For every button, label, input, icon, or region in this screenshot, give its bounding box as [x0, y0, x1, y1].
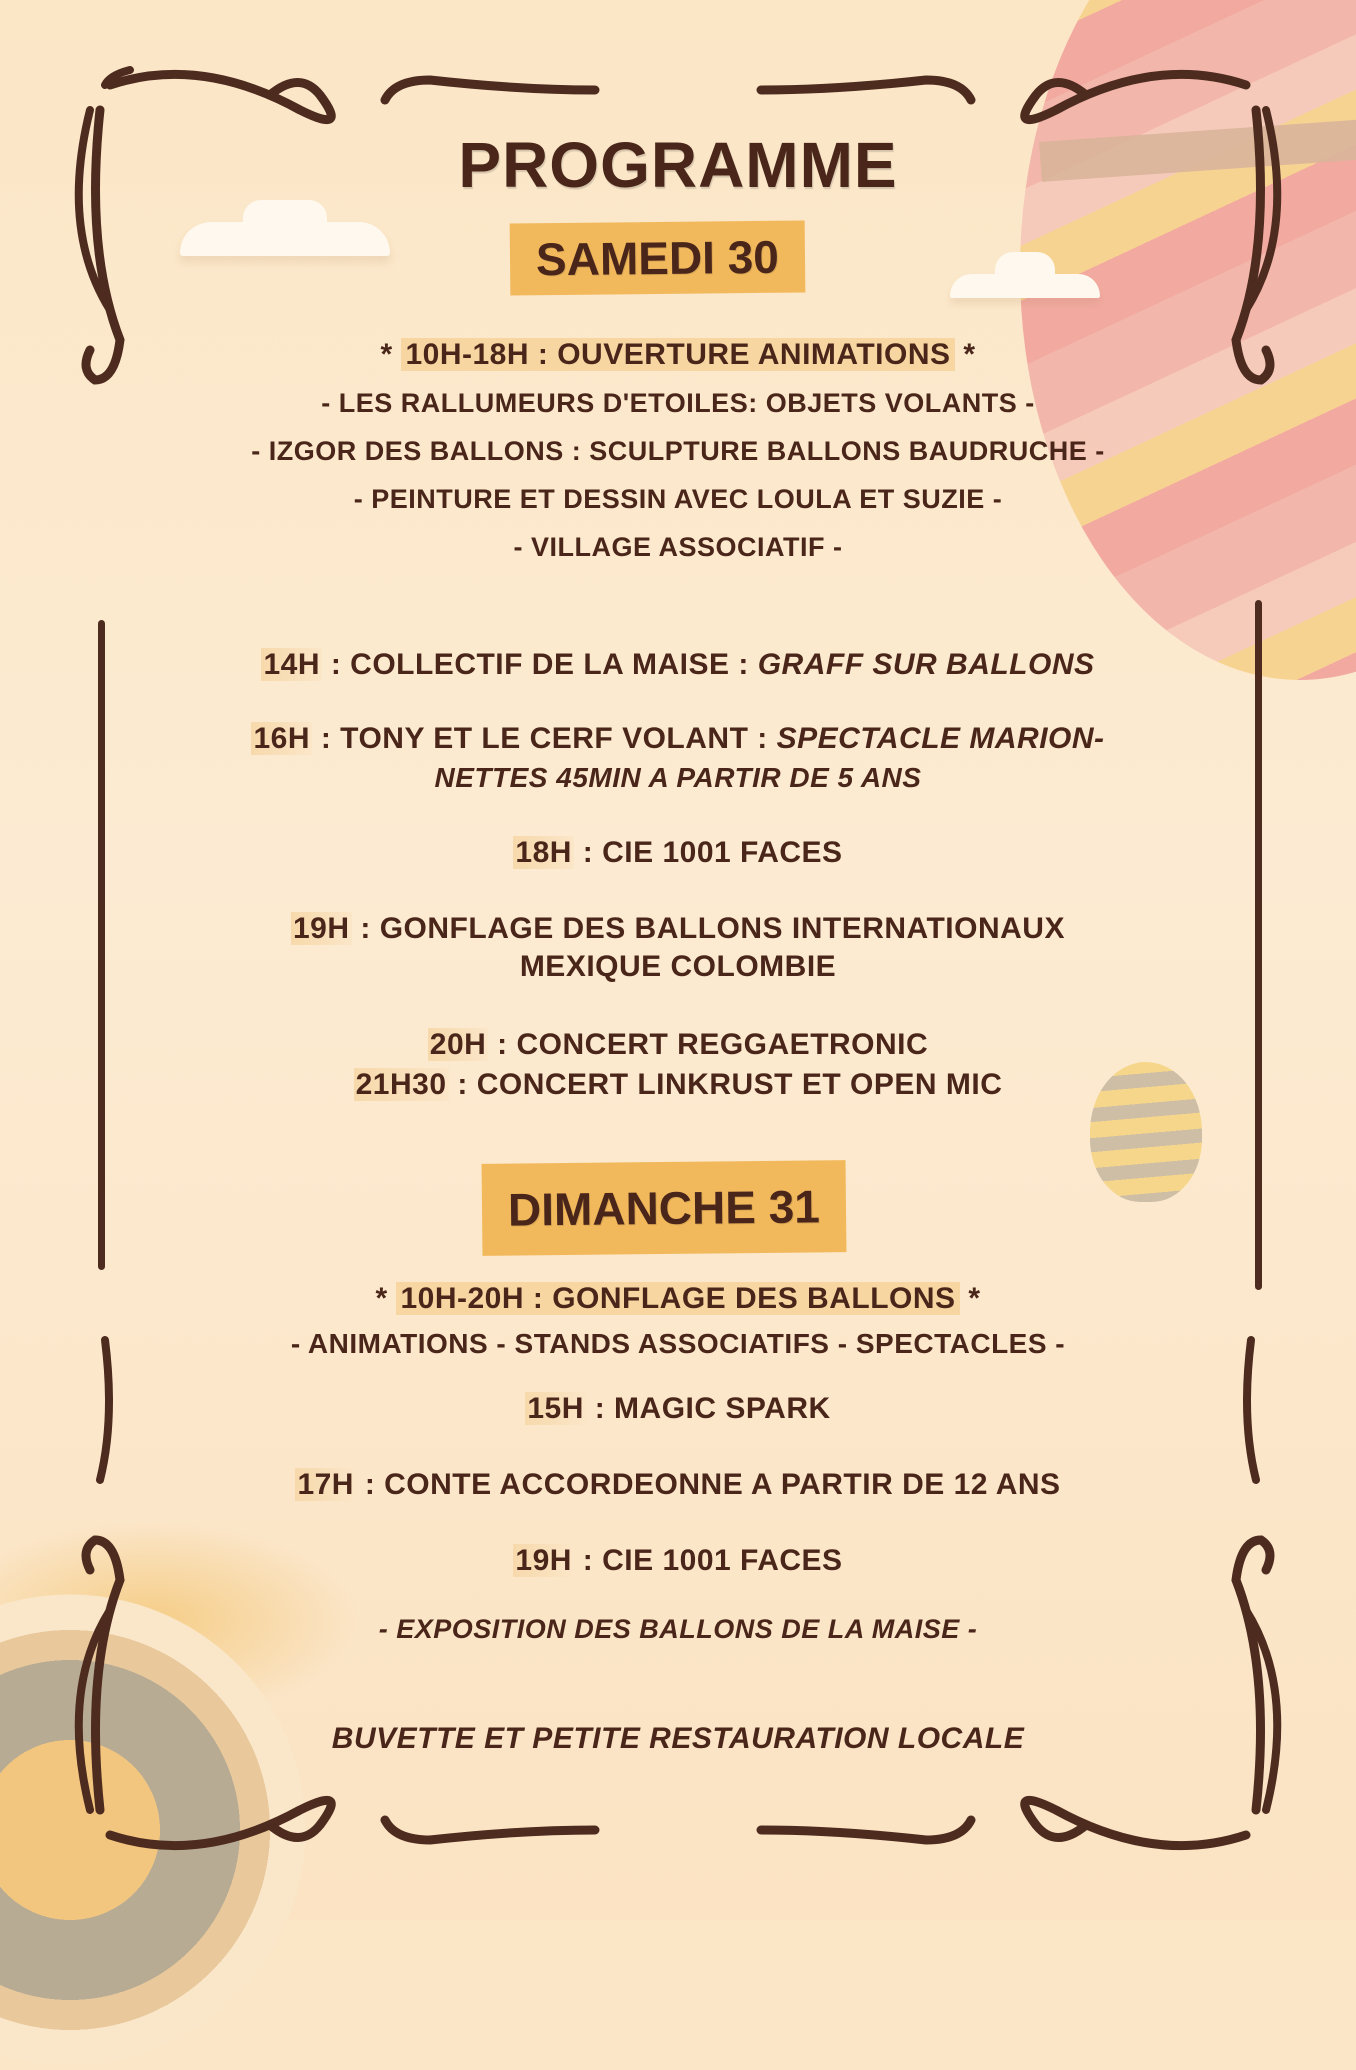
event-time: 20H	[429, 1028, 487, 1061]
event-title: : MAGIC SPARK	[585, 1392, 831, 1425]
event-row	[0, 1392, 1356, 1426]
activity-item: - IZGOR DES BALLONS : SCULPTURE BALLONS BAUDRUCHE -	[251, 436, 1105, 466]
event-time: 14H	[263, 648, 320, 681]
day-badge-saturday: SAMEDI 30	[510, 220, 806, 295]
event-time: 18H	[515, 836, 572, 869]
event-title: : GONFLAGE DES BALLONS INTERNATIONAUX	[351, 912, 1065, 945]
footer-note: BUVETTE ET PETITE RESTAURATION LOCALE	[331, 1722, 1025, 1755]
event-time: 21H30	[355, 1068, 447, 1101]
event-title: : CONCERT REGGAETRONIC	[488, 1028, 929, 1061]
activity-item: - VILLAGE ASSOCIATIF -	[513, 532, 843, 562]
event-title: : CONCERT LINKRUST ET OPEN MIC	[448, 1068, 1003, 1101]
event-row	[0, 1028, 1356, 1062]
event-time: 15H	[527, 1392, 584, 1425]
asterisk: *	[963, 338, 976, 371]
asterisk: *	[968, 1282, 981, 1315]
event-detail: GRAFF SUR BALLONS	[757, 648, 1095, 681]
event-row	[0, 1544, 1356, 1578]
event-row	[0, 722, 1356, 756]
activity-item: - ANIMATIONS - STANDS ASSOCIATIFS - SPECTACLES -	[290, 1328, 1066, 1359]
opening-hours-text: 10H-20H : GONFLAGE DES BALLONS	[396, 1282, 959, 1315]
event-row	[0, 912, 1356, 946]
day-badge-sunday: DIMANCHE 31	[482, 1160, 847, 1256]
exhibition-note: - EXPOSITION DES BALLONS DE LA MAISE -	[378, 1614, 978, 1644]
activity-item: - LES RALLUMEURS D'ETOILES: OBJETS VOLANTS -	[321, 388, 1035, 418]
activity-item: - PEINTURE ET DESSIN AVEC LOULA ET SUZIE -	[353, 484, 1003, 514]
event-row	[0, 1468, 1356, 1502]
event-detail-continued: NETTES 45MIN A PARTIR DE 5 ANS	[434, 762, 922, 793]
event-time: 19H	[293, 912, 350, 945]
event-title-continued: MEXIQUE COLOMBIE	[519, 950, 837, 983]
asterisk: *	[375, 1282, 388, 1315]
opening-hours-text: 10H-18H : OUVERTURE ANIMATIONS	[401, 338, 954, 371]
event-time: 19H	[515, 1544, 572, 1577]
saturday-opening	[0, 338, 1356, 372]
sunday-opening	[0, 1282, 1356, 1316]
event-title: : COLLECTIF DE LA MAISE :	[322, 648, 758, 681]
event-row	[0, 1068, 1356, 1102]
event-title: : TONY ET LE CERF VOLANT :	[312, 722, 777, 755]
event-row	[0, 836, 1356, 870]
page-title: PROGRAMME	[458, 129, 898, 201]
event-title: : CONTE ACCORDEONNE A PARTIR DE 12 ANS	[355, 1468, 1061, 1501]
event-detail: SPECTACLE MARION-	[776, 722, 1105, 755]
event-title: : CIE 1001 FACES	[573, 836, 843, 869]
asterisk: *	[380, 338, 393, 371]
event-title: : CIE 1001 FACES	[573, 1544, 843, 1577]
event-row	[0, 648, 1356, 682]
event-time: 17H	[297, 1468, 354, 1501]
event-time: 16H	[253, 722, 310, 755]
